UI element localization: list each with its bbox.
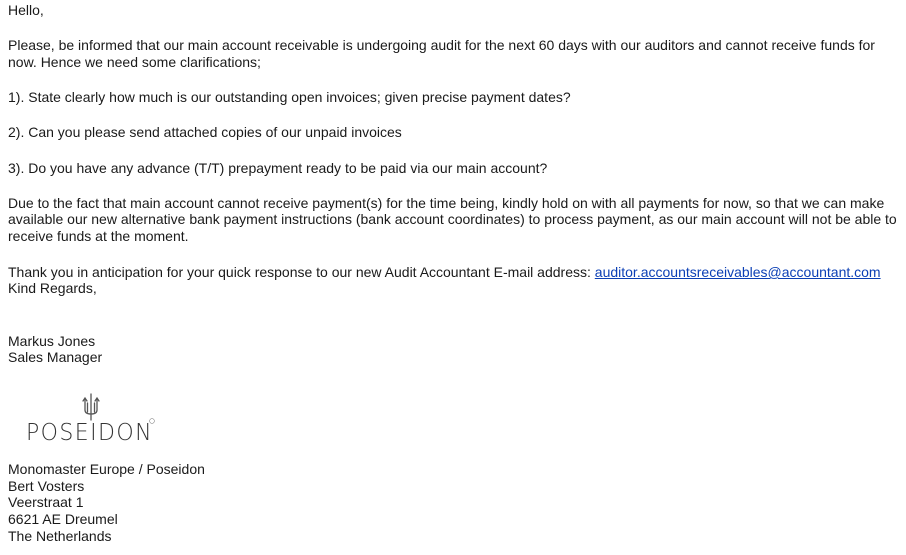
question-1: 1). State clearly how much is our outstanding open invoices; given precise payment dates? bbox=[8, 89, 571, 105]
intro-line-2: now. Hence we need some clarifications; bbox=[8, 54, 261, 70]
notice-line-2: available our new alternative bank payment instructions (bank account coordinates) to process payment, as our main account will not be able to bbox=[8, 211, 897, 227]
address-contact: Bert Vosters bbox=[8, 478, 85, 494]
intro-line-1: Please, be informed that our main account receivable is undergoing audit for the next 60 days with our auditors and cannot receive funds for bbox=[8, 37, 875, 53]
greeting: Hello, bbox=[8, 2, 44, 18]
thanks-text: Thank you in anticipation for your quick response to our new Audit Accountant E-mail address: bbox=[8, 264, 595, 280]
closing: Kind Regards, bbox=[8, 280, 97, 296]
address-postal: 6621 AE Dreumel bbox=[8, 511, 118, 527]
poseidon-wordmark: POSEIDON bbox=[26, 420, 153, 444]
poseidon-logo bbox=[24, 392, 158, 444]
address-country: The Netherlands bbox=[8, 528, 112, 544]
signature-title: Sales Manager bbox=[8, 349, 103, 365]
notice-line-1: Due to the fact that main account cannot receive payment(s) for the time being, kindly hold on with all payments for now, so that we can make bbox=[8, 195, 885, 211]
notice-line-3: receive funds at the moment. bbox=[8, 228, 189, 244]
question-3: 3). Do you have any advance (T/T) prepayment ready to be paid via our main account? bbox=[8, 160, 548, 176]
address-company: Monomaster Europe / Poseidon bbox=[8, 461, 205, 477]
trident-icon bbox=[83, 394, 99, 420]
address-street: Veerstraat 1 bbox=[8, 494, 84, 510]
auditor-email-link[interactable]: auditor.accountsreceivables@accountant.com bbox=[594, 264, 881, 280]
question-2: 2). Can you please send attached copies of our unpaid invoices bbox=[8, 124, 402, 140]
signature-name: Markus Jones bbox=[8, 333, 96, 349]
thanks-line bbox=[8, 264, 881, 281]
